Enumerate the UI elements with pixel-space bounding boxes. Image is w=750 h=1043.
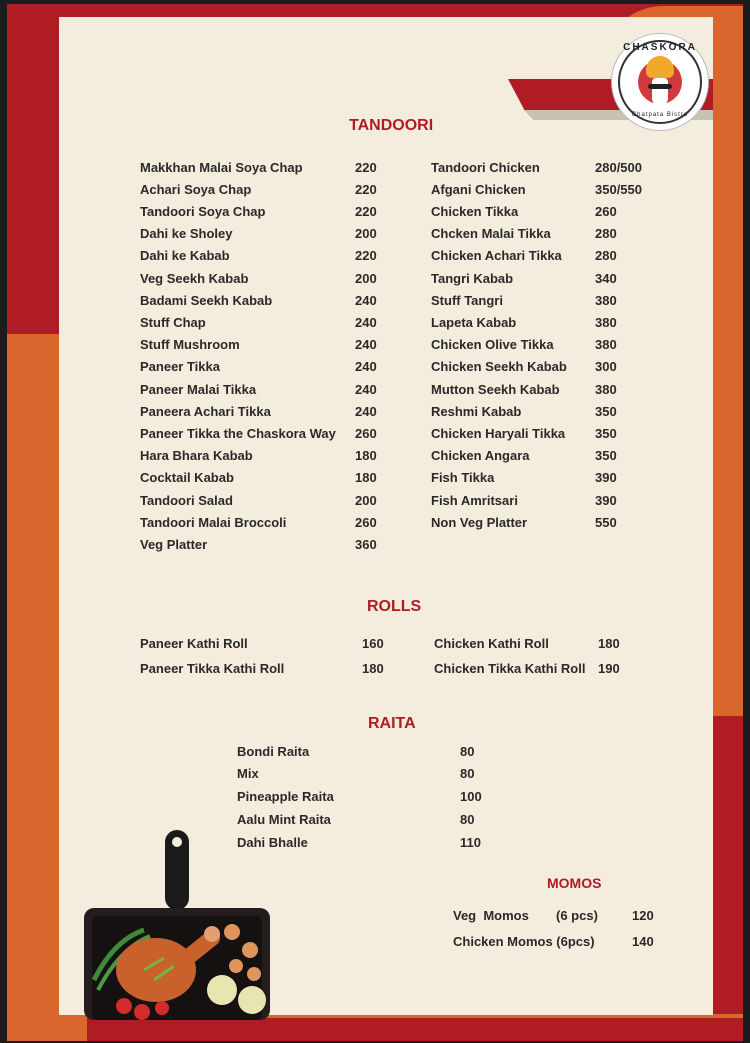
item-price: 260 — [355, 426, 377, 441]
item-price: 350/550 — [595, 182, 642, 197]
section-title-raita: RAITA — [368, 715, 416, 732]
skillet-illustration — [84, 830, 270, 1020]
item-price: 240 — [355, 404, 377, 419]
item-name: Stuff Chap — [140, 315, 206, 330]
item-price: 180 — [362, 661, 384, 676]
item-price: 110 — [460, 835, 481, 850]
section-title-rolls: ROLLS — [367, 598, 422, 615]
item-price: 350 — [595, 448, 617, 463]
item-name: Stuff Tangri — [431, 293, 503, 308]
item-name: Fish Tikka — [431, 470, 495, 485]
item-price: 180 — [598, 636, 620, 651]
item-price: 240 — [355, 293, 377, 308]
item-name: Tandoori Salad — [140, 493, 233, 508]
item-price: 390 — [595, 493, 617, 508]
item-name: Fish Amritsari — [431, 493, 518, 508]
item-price: 280/500 — [595, 160, 642, 175]
item-name: Paneer Tikka — [140, 359, 220, 374]
item-price: 240 — [355, 382, 377, 397]
turban-icon — [646, 56, 674, 78]
item-name: Lapeta Kabab — [431, 315, 517, 330]
item-price: 350 — [595, 426, 617, 441]
item-price: 200 — [355, 226, 377, 241]
item-name: Dahi Bhalle — [237, 835, 308, 850]
item-name: Cocktail Kabab — [140, 470, 234, 485]
item-name: Paneer Malai Tikka — [140, 382, 257, 397]
item-name: Veg Seekh Kabab — [140, 271, 249, 286]
item-price: 350 — [595, 404, 617, 419]
item-price: 220 — [355, 160, 377, 175]
item-price: 190 — [598, 661, 620, 676]
item-name: Chicken Kathi Roll — [434, 636, 549, 651]
item-price: 240 — [355, 315, 377, 330]
item-name: Mix — [237, 766, 259, 781]
item-name: Dahi ke Sholey — [140, 226, 233, 241]
item-price: 200 — [355, 493, 377, 508]
item-name: Mutton Seekh Kabab — [431, 382, 560, 397]
item-name: Chicken Tikka — [431, 204, 519, 219]
brand-logo — [612, 34, 708, 130]
item-price: 280 — [595, 248, 617, 263]
item-name: Reshmi Kabab — [431, 404, 522, 419]
item-price: 340 — [595, 271, 617, 286]
item-name: Paneer Kathi Roll — [140, 636, 248, 651]
mustache-icon — [648, 84, 672, 89]
item-price: 80 — [460, 812, 475, 827]
item-name: Paneera Achari Tikka — [140, 404, 271, 419]
item-name: Veg Momos — [453, 908, 529, 923]
section-title-tandoori: TANDOORI — [349, 117, 434, 134]
section-title-momos: MOMOS — [547, 875, 602, 891]
item-price: 160 — [362, 636, 384, 651]
brand-tagline: Chatpata Bistro — [631, 112, 689, 118]
item-price: 390 — [595, 470, 617, 485]
item-price: 300 — [595, 359, 617, 374]
item-price: 120 — [632, 908, 654, 923]
item-price: 180 — [355, 448, 377, 463]
item-name: Tandoori Malai Broccoli — [140, 515, 287, 530]
item-name: Makkhan Malai Soya Chap — [140, 160, 303, 175]
item-name: Chicken Haryali Tikka — [431, 426, 566, 441]
chef-face-icon — [652, 78, 668, 106]
item-price: 200 — [355, 271, 377, 286]
item-price: 220 — [355, 204, 377, 219]
item-price: 140 — [632, 934, 654, 949]
item-price: 220 — [355, 182, 377, 197]
item-price: 380 — [595, 382, 617, 397]
item-qty: (6 pcs) — [556, 908, 598, 923]
item-price: 550 — [595, 515, 617, 530]
item-name: Pineapple Raita — [237, 789, 334, 804]
item-name: Stuff Mushroom — [140, 337, 240, 352]
item-price: 100 — [460, 789, 482, 804]
item-name: Bondi Raita — [237, 744, 310, 759]
item-name: Badami Seekh Kabab — [140, 293, 273, 308]
item-price: 380 — [595, 315, 617, 330]
item-name: Veg Platter — [140, 537, 208, 552]
item-name: Afgani Chicken — [431, 182, 526, 197]
item-price: 240 — [355, 359, 377, 374]
item-price: 80 — [460, 744, 475, 759]
item-name: Tandoori Soya Chap — [140, 204, 266, 219]
item-name: Tangri Kabab — [431, 271, 514, 286]
item-name: Tandoori Chicken — [431, 160, 540, 175]
item-price: 80 — [460, 766, 475, 781]
item-name: Aalu Mint Raita — [237, 812, 331, 827]
item-price: 180 — [355, 470, 377, 485]
item-name: Chcken Malai Tikka — [431, 226, 551, 241]
item-name: Chicken Olive Tikka — [431, 337, 554, 352]
item-name: Non Veg Platter — [431, 515, 528, 530]
item-name: Dahi ke Kabab — [140, 248, 230, 263]
item-price: 380 — [595, 337, 617, 352]
item-price: 260 — [355, 515, 377, 530]
item-price: 380 — [595, 293, 617, 308]
item-name: Chicken Angara — [431, 448, 530, 463]
item-name: Achari Soya Chap — [140, 182, 252, 197]
item-price: 280 — [595, 226, 617, 241]
item-price: 260 — [595, 204, 617, 219]
item-name: Paneer Tikka Kathi Roll — [140, 661, 285, 676]
item-price: 240 — [355, 337, 377, 352]
item-price: 220 — [355, 248, 377, 263]
item-name: Chicken Momos (6pcs) — [453, 934, 595, 949]
item-name: Hara Bhara Kabab — [140, 448, 253, 463]
item-name: Chicken Achari Tikka — [431, 248, 562, 263]
brand-name: CHASKORA — [623, 42, 697, 53]
item-name: Chicken Tikka Kathi Roll — [434, 661, 586, 676]
item-price: 360 — [355, 537, 377, 552]
item-name: Paneer Tikka the Chaskora Way — [140, 426, 336, 441]
item-name: Chicken Seekh Kabab — [431, 359, 567, 374]
